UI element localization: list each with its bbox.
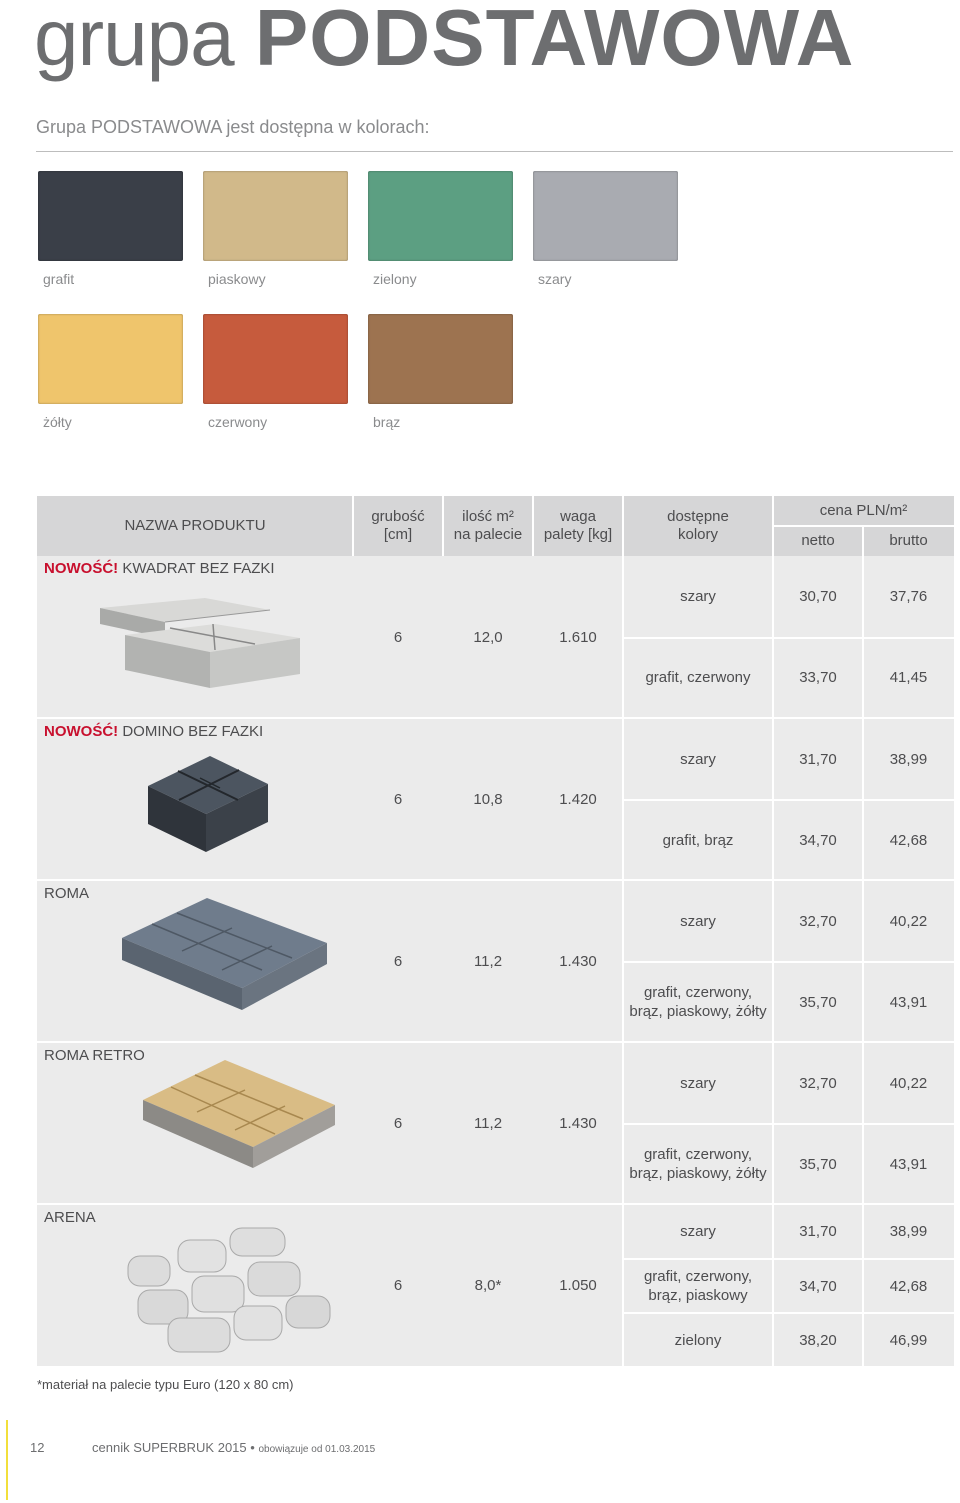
thickness: 6 xyxy=(393,952,403,970)
price-colors-line1: grafit, czerwony, xyxy=(643,1268,753,1285)
header-divider xyxy=(532,496,534,556)
price-colors-line2: brąz, piaskowy, żółty xyxy=(629,1165,767,1182)
header-name-label: NAZWA PRODUKTU xyxy=(124,517,266,534)
price-brutto: 42,68 xyxy=(889,1277,928,1295)
thickness: 6 xyxy=(393,628,403,646)
header-divider xyxy=(862,526,864,556)
header-thickness xyxy=(353,496,443,556)
swatch-braz xyxy=(368,314,513,404)
price-colors: zielony xyxy=(674,1331,722,1349)
swatch-label: zielony xyxy=(373,271,417,287)
product-name xyxy=(44,1047,145,1064)
product-name xyxy=(44,723,263,740)
price-brutto: 40,22 xyxy=(889,1074,928,1092)
weight: 1.430 xyxy=(559,952,597,970)
new-badge: NOWOŚĆ! xyxy=(44,723,119,740)
header-weight-1: waga xyxy=(560,508,596,525)
swatch-piaskowy xyxy=(203,171,348,261)
header-netto-label: netto xyxy=(801,532,835,549)
footer-valid: obowiązuje od 01.03.2015 xyxy=(258,1444,376,1455)
swatch-label: piaskowy xyxy=(208,271,266,287)
price-brutto: 43,91 xyxy=(889,993,928,1011)
price-brutto: 37,76 xyxy=(889,588,928,605)
quantity: 10,8 xyxy=(473,790,503,808)
product-name xyxy=(44,885,89,902)
price-colors-line2: brąz, piaskowy, żółty xyxy=(629,1003,767,1020)
price-brutto: 46,99 xyxy=(889,1331,928,1349)
quantity: 12,0 xyxy=(473,628,503,646)
header-name xyxy=(37,496,353,556)
product-image-roma xyxy=(112,888,337,1033)
price-brutto: 40,22 xyxy=(889,912,928,930)
title-light: grupa xyxy=(34,0,255,82)
product-title: ROMA xyxy=(44,885,89,902)
header-qty-2: na palecie xyxy=(453,526,523,543)
price-colors: szary xyxy=(680,1223,716,1240)
header-divider xyxy=(622,496,624,556)
swatch-label: brąz xyxy=(373,414,401,430)
header-divider xyxy=(773,525,954,527)
header-colors xyxy=(623,496,773,556)
price-netto: 34,70 xyxy=(799,831,837,849)
product-title: ROMA RETRO xyxy=(44,1047,145,1064)
price-colors: szary xyxy=(680,1074,716,1092)
weight: 1.430 xyxy=(559,1114,597,1132)
price-netto: 33,70 xyxy=(799,669,837,686)
swatch-szary xyxy=(533,171,678,261)
price-netto: 34,70 xyxy=(799,1277,837,1295)
price-netto: 35,70 xyxy=(799,993,837,1011)
product-title: KWADRAT BEZ FAZKI xyxy=(122,560,275,577)
title-bold: PODSTAWOWA xyxy=(254,0,855,82)
price-colors: grafit, brąz xyxy=(662,831,734,849)
product-name xyxy=(44,1209,96,1226)
price-brutto: 42,68 xyxy=(889,831,928,849)
quantity: 11,2 xyxy=(473,1114,503,1132)
swatch-zolty xyxy=(38,314,183,404)
footer-title: cennik SUPERBRUK 2015 xyxy=(92,1440,247,1455)
swatch-label: grafit xyxy=(43,271,75,287)
swatch-label: szary xyxy=(538,271,572,287)
page-number: 12 xyxy=(30,1440,45,1455)
product-image-domino xyxy=(140,748,275,860)
price-brutto: 38,99 xyxy=(889,1223,928,1240)
header-colors-1: dostępne xyxy=(667,508,729,525)
price-netto: 32,70 xyxy=(799,1074,837,1092)
price-netto: 38,20 xyxy=(799,1331,837,1349)
swatch-zielony xyxy=(368,171,513,261)
divider xyxy=(36,151,953,152)
header-price xyxy=(773,496,954,526)
header-thickness-1: grubość xyxy=(371,508,425,525)
header-brutto-label: brutto xyxy=(889,532,928,549)
price-netto: 30,70 xyxy=(799,588,837,605)
price-brutto: 41,45 xyxy=(889,669,928,686)
header-weight xyxy=(533,496,623,556)
price-netto: 32,70 xyxy=(799,912,837,930)
swatch-label: czerwony xyxy=(208,414,268,430)
header-qty-1: ilość m² xyxy=(462,508,514,525)
price-colors: szary xyxy=(680,912,716,930)
product-image-arena xyxy=(118,1218,338,1358)
thickness: 6 xyxy=(393,790,403,808)
product-name xyxy=(44,560,275,577)
swatch-label: żółty xyxy=(43,414,72,430)
new-badge: NOWOŚĆ! xyxy=(44,560,119,577)
header-colors-2: kolory xyxy=(677,526,718,543)
header-thickness-2: [cm] xyxy=(383,526,413,543)
product-image-kwadrat xyxy=(95,590,310,698)
product-title: ARENA xyxy=(44,1209,96,1226)
price-netto: 31,70 xyxy=(799,750,837,768)
header-netto xyxy=(773,526,863,556)
footnote: *materiał na palecie typu Euro (120 x 80 cm) xyxy=(37,1377,294,1392)
price-colors-line2: brąz, piaskowy xyxy=(648,1287,748,1304)
header-weight-2: palety [kg] xyxy=(543,526,613,543)
price-colors-line1: grafit, czerwony, xyxy=(643,1146,753,1163)
header-divider xyxy=(352,496,354,556)
quantity: 8,0* xyxy=(474,1276,502,1294)
footer-text xyxy=(92,1440,375,1455)
price-netto: 31,70 xyxy=(799,1223,837,1240)
product-image-roma-retro xyxy=(135,1050,345,1190)
price-colors-line1: grafit, czerwony, xyxy=(643,984,753,1001)
weight: 1.420 xyxy=(559,790,597,808)
footer-accent xyxy=(6,1420,8,1500)
header-brutto xyxy=(863,526,954,556)
page-title xyxy=(34,0,854,84)
price-brutto: 43,91 xyxy=(889,1155,928,1173)
price-colors: szary xyxy=(680,588,716,605)
footer-bullet: • xyxy=(250,1440,255,1455)
header-qty xyxy=(443,496,533,556)
subtitle: Grupa PODSTAWOWA jest dostępna w kolorach: xyxy=(36,117,430,137)
header-price-label: cena PLN/m² xyxy=(819,502,908,519)
thickness: 6 xyxy=(393,1114,403,1132)
price-colors xyxy=(623,1125,773,1203)
price-colors: szary xyxy=(680,750,716,768)
swatch-czerwony xyxy=(203,314,348,404)
price-netto: 35,70 xyxy=(799,1155,837,1173)
thickness: 6 xyxy=(393,1276,403,1294)
quantity: 11,2 xyxy=(473,952,503,970)
price-brutto: 38,99 xyxy=(889,750,928,768)
swatch-grafit xyxy=(38,171,183,261)
product-title: DOMINO BEZ FAZKI xyxy=(122,723,264,740)
header-divider xyxy=(442,496,444,556)
price-colors xyxy=(623,1260,773,1312)
weight: 1.050 xyxy=(559,1276,597,1294)
price-colors xyxy=(623,963,773,1041)
weight: 1.610 xyxy=(559,628,597,646)
price-colors: grafit, czerwony xyxy=(645,669,751,686)
